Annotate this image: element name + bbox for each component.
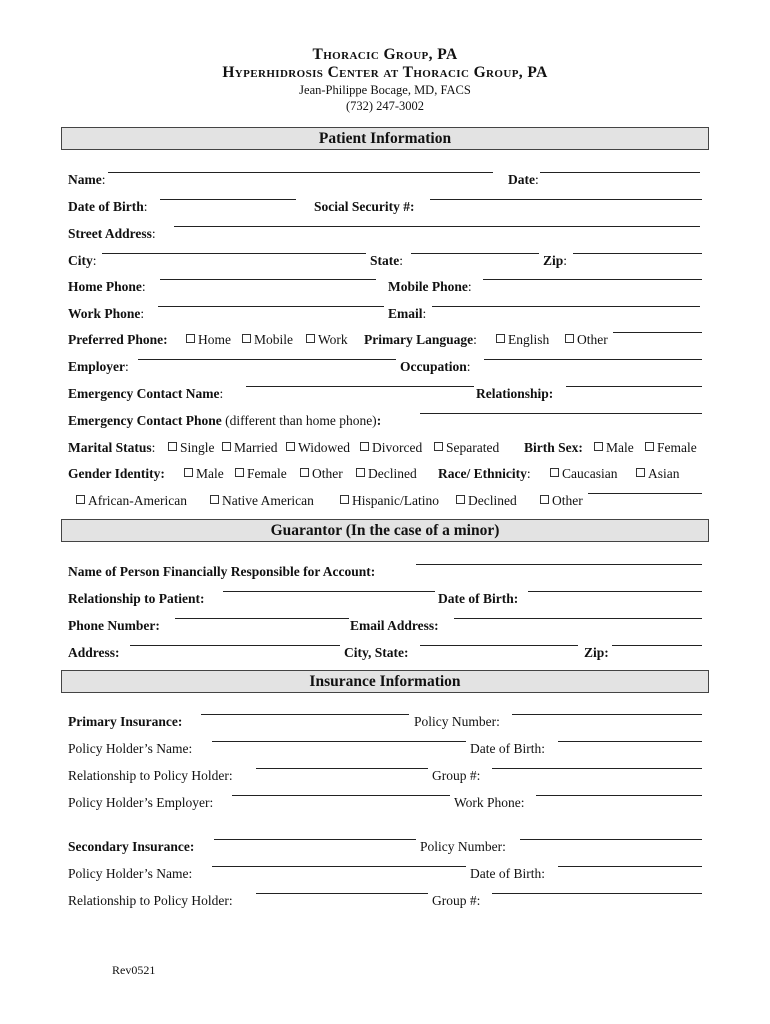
primary-group-label: Group #: <box>432 768 481 783</box>
primary-employer-label: Policy Holder’s Employer: <box>68 795 214 810</box>
lang-english-option[interactable]: English <box>496 332 549 348</box>
email-label: Email <box>388 306 423 321</box>
date-label: Date <box>508 172 535 187</box>
work-phone-label: Work Phone <box>68 306 141 321</box>
row-guarantor-name <box>68 564 704 584</box>
row-emergency-phone: Emergency Contact Phone (different than home phone): <box>68 413 704 433</box>
checkbox-icon <box>456 495 465 504</box>
race-declined-option[interactable]: Declined <box>456 493 517 509</box>
checkbox-icon <box>222 442 231 451</box>
primary-holder-dob-field[interactable] <box>558 741 702 742</box>
row-guarantor-phone-email <box>68 618 704 638</box>
org-name: Thoracic Group, PA <box>312 46 458 63</box>
gi-female-option[interactable]: Female <box>235 466 287 482</box>
checkbox-icon <box>540 495 549 504</box>
primary-group-field[interactable] <box>492 768 702 769</box>
checkbox-icon <box>340 495 349 504</box>
secondary-holder-dob-label: Date of Birth: <box>470 866 545 881</box>
home-phone-field[interactable] <box>160 279 376 280</box>
secondary-relationship-field[interactable] <box>256 893 428 894</box>
pp-mobile-option[interactable]: Mobile <box>242 332 293 348</box>
state-field[interactable] <box>411 253 539 254</box>
checkbox-icon <box>360 442 369 451</box>
row-primary-holder-name <box>68 741 704 761</box>
primary-work-phone-label: Work Phone: <box>454 795 525 810</box>
office-phone: (732) 247-3002 <box>345 99 425 113</box>
secondary-group-field[interactable] <box>492 893 702 894</box>
zip-field[interactable] <box>573 253 702 254</box>
bs-female-option[interactable]: Female <box>645 440 697 456</box>
gi-male-option[interactable]: Male <box>184 466 224 482</box>
checkbox-icon <box>300 468 309 477</box>
race-hispanic-option[interactable]: Hispanic/Latino <box>340 493 439 509</box>
ssn-label: Social Security #: <box>314 199 415 214</box>
race-native-option[interactable]: Native American <box>210 493 314 509</box>
checkbox-icon <box>594 442 603 451</box>
secondary-holder-name-label: Policy Holder’s Name: <box>68 866 193 881</box>
row-street: Street Address: <box>68 226 704 246</box>
row-secondary-relationship <box>68 893 704 913</box>
employer-label: Employer <box>68 359 125 374</box>
ms-married-option[interactable]: Married <box>222 440 277 456</box>
guarantor-dob-label: Date of Birth: <box>438 591 519 606</box>
primary-holder-name-label: Policy Holder’s Name: <box>68 741 193 756</box>
checkbox-icon <box>550 468 559 477</box>
row-guarantor-address <box>68 645 704 665</box>
primary-work-phone-field[interactable] <box>536 795 702 796</box>
checkbox-icon <box>168 442 177 451</box>
primary-employer-field[interactable] <box>232 795 450 796</box>
emergency-phone-note: (different than home phone) <box>225 413 377 428</box>
checkbox-icon <box>356 468 365 477</box>
mobile-phone-label: Mobile Phone <box>388 279 468 294</box>
guarantor-relationship-label: Relationship to Patient: <box>68 591 205 606</box>
race-other-field[interactable] <box>588 493 702 494</box>
center-name: Hyperhidrosis Center at Thoracic Group, PA <box>222 64 548 81</box>
guarantor-zip-field[interactable] <box>612 645 702 646</box>
checkbox-icon <box>235 468 244 477</box>
guarantor-address-label: Address: <box>68 645 120 660</box>
bs-male-option[interactable]: Male <box>594 440 634 456</box>
row-primary-insurance <box>68 714 704 734</box>
dob-label: Date of Birth <box>68 199 144 214</box>
row-marital-sex: Marital Status: Single Married Widowed Divorced Separated Birth Sex: Male Female <box>68 440 697 455</box>
home-phone-label: Home Phone <box>68 279 142 294</box>
row-guarantor-relationship <box>68 591 704 611</box>
lang-other-option[interactable]: Other <box>565 332 608 348</box>
primary-relationship-field[interactable] <box>256 768 428 769</box>
name-field[interactable] <box>108 172 493 173</box>
row-primary-relationship <box>68 768 704 788</box>
row-work-email: Work Phone: Email: <box>68 306 704 326</box>
race-caucasian-option[interactable]: Caucasian <box>550 466 617 482</box>
checkbox-icon <box>184 468 193 477</box>
lang-other-field[interactable] <box>613 332 702 333</box>
guarantor-phone-field[interactable] <box>175 618 349 619</box>
occupation-field[interactable] <box>484 359 702 360</box>
ms-widowed-option[interactable]: Widowed <box>286 440 350 456</box>
secondary-holder-name-field[interactable] <box>212 866 466 867</box>
pp-work-option[interactable]: Work <box>306 332 348 348</box>
checkbox-icon <box>565 334 574 343</box>
checkbox-icon <box>186 334 195 343</box>
primary-policy-number-field[interactable] <box>512 714 702 715</box>
row-name-date: Name: Date: <box>68 172 704 192</box>
checkbox-icon <box>306 334 315 343</box>
date-field[interactable] <box>540 172 700 173</box>
row-race-continued <box>68 493 704 513</box>
city-label: City <box>68 253 93 268</box>
marital-status-label: Marital Status <box>68 440 152 455</box>
occupation-label: Occupation <box>400 359 467 374</box>
secondary-policy-number-field[interactable] <box>520 839 702 840</box>
checkbox-icon <box>645 442 654 451</box>
row-dob-ssn: Date of Birth: Social Security #: <box>68 199 704 219</box>
relationship-field[interactable] <box>566 386 702 387</box>
race-asian-option[interactable]: Asian <box>636 466 680 482</box>
checkbox-icon <box>210 495 219 504</box>
guarantor-name-field[interactable] <box>416 564 702 565</box>
primary-relationship-label: Relationship to Policy Holder: <box>68 768 233 783</box>
street-label: Street Address <box>68 226 152 241</box>
guarantor-phone-label: Phone Number: <box>68 618 160 633</box>
checkbox-icon <box>496 334 505 343</box>
secondary-group-label: Group #: <box>432 893 481 908</box>
doctor-name: Jean-Philippe Bocage, MD, FACS <box>299 83 471 97</box>
guarantor-name-label: Name of Person Financially Responsible for Account: <box>68 564 376 579</box>
checkbox-icon <box>76 495 85 504</box>
row-preferred-language: Preferred Phone: Home Mobile Work Primary Language: English Other <box>68 332 704 352</box>
section-insurance: Insurance Information <box>61 670 709 693</box>
dob-field[interactable] <box>160 199 296 200</box>
ms-divorced-option[interactable]: Divorced <box>360 440 422 456</box>
race-african-option[interactable]: African-American <box>76 493 187 509</box>
ms-separated-option[interactable]: Separated <box>434 440 499 456</box>
row-home-mobile: Home Phone: Mobile Phone: <box>68 279 704 299</box>
zip-label: Zip <box>543 253 564 268</box>
checkbox-icon <box>286 442 295 451</box>
revision-code: Rev0521 <box>112 963 156 977</box>
race-label: Race/ Ethnicity <box>438 466 527 481</box>
checkbox-icon <box>242 334 251 343</box>
guarantor-address-field[interactable] <box>130 645 340 646</box>
emergency-phone-field[interactable] <box>420 413 702 414</box>
state-label: State <box>370 253 400 268</box>
primary-holder-dob-label: Date of Birth: <box>470 741 545 756</box>
email-field[interactable] <box>432 306 700 307</box>
guarantor-email-field[interactable] <box>454 618 702 619</box>
birth-sex-label: Birth Sex: <box>524 440 583 455</box>
gender-identity-label: Gender Identity: <box>68 466 165 481</box>
emergency-phone-label: Emergency Contact Phone <box>68 413 222 428</box>
row-employer-occupation: Employer: Occupation: <box>68 359 704 379</box>
row-primary-employer <box>68 795 704 815</box>
checkbox-icon <box>636 468 645 477</box>
secondary-insurance-field[interactable] <box>214 839 416 840</box>
row-emergency-name: Emergency Contact Name: Relationship: <box>68 386 704 406</box>
ssn-field[interactable] <box>430 199 702 200</box>
mobile-phone-field[interactable] <box>483 279 702 280</box>
guarantor-relationship-field[interactable] <box>223 591 435 592</box>
guarantor-dob-field[interactable] <box>528 591 702 592</box>
row-secondary-holder-name <box>68 866 704 886</box>
relationship-label: Relationship: <box>476 386 554 401</box>
row-gender-race: Gender Identity: Male Female Other Declined Race/ Ethnicity: Caucasian Asian <box>68 466 680 481</box>
primary-holder-name-field[interactable] <box>212 741 466 742</box>
work-phone-field[interactable] <box>158 306 384 307</box>
street-field[interactable] <box>174 226 700 227</box>
guarantor-city-state-label: City, State: <box>344 645 409 660</box>
secondary-holder-dob-field[interactable] <box>558 866 702 867</box>
preferred-phone-label: Preferred Phone: <box>68 332 168 347</box>
checkbox-icon <box>434 442 443 451</box>
secondary-policy-number-label: Policy Number: <box>420 839 506 854</box>
section-patient-information: Patient Information <box>61 127 709 150</box>
secondary-insurance-label: Secondary Insurance: <box>68 839 195 854</box>
row-city-state-zip: City: State: Zip: <box>68 253 704 273</box>
ms-single-option[interactable]: Single <box>168 440 215 456</box>
gi-declined-option[interactable]: Declined <box>356 466 417 482</box>
city-field[interactable] <box>102 253 366 254</box>
primary-language-label: Primary Language <box>364 332 474 347</box>
gi-other-option[interactable]: Other <box>300 466 343 482</box>
emergency-name-field[interactable] <box>246 386 474 387</box>
primary-insurance-label: Primary Insurance: <box>68 714 183 729</box>
primary-policy-number-label: Policy Number: <box>414 714 500 729</box>
employer-field[interactable] <box>138 359 396 360</box>
guarantor-city-state-field[interactable] <box>420 645 578 646</box>
guarantor-zip-label: Zip: <box>584 645 609 660</box>
secondary-relationship-label: Relationship to Policy Holder: <box>68 893 233 908</box>
emergency-name-label: Emergency Contact Name <box>68 386 220 401</box>
row-secondary-insurance <box>68 839 704 859</box>
name-label: Name <box>68 172 102 187</box>
race-other-option[interactable]: Other <box>540 493 583 509</box>
pp-home-option[interactable]: Home <box>186 332 231 348</box>
guarantor-email-label: Email Address: <box>350 618 439 633</box>
section-guarantor: Guarantor (In the case of a minor) <box>61 519 709 542</box>
primary-insurance-field[interactable] <box>201 714 409 715</box>
